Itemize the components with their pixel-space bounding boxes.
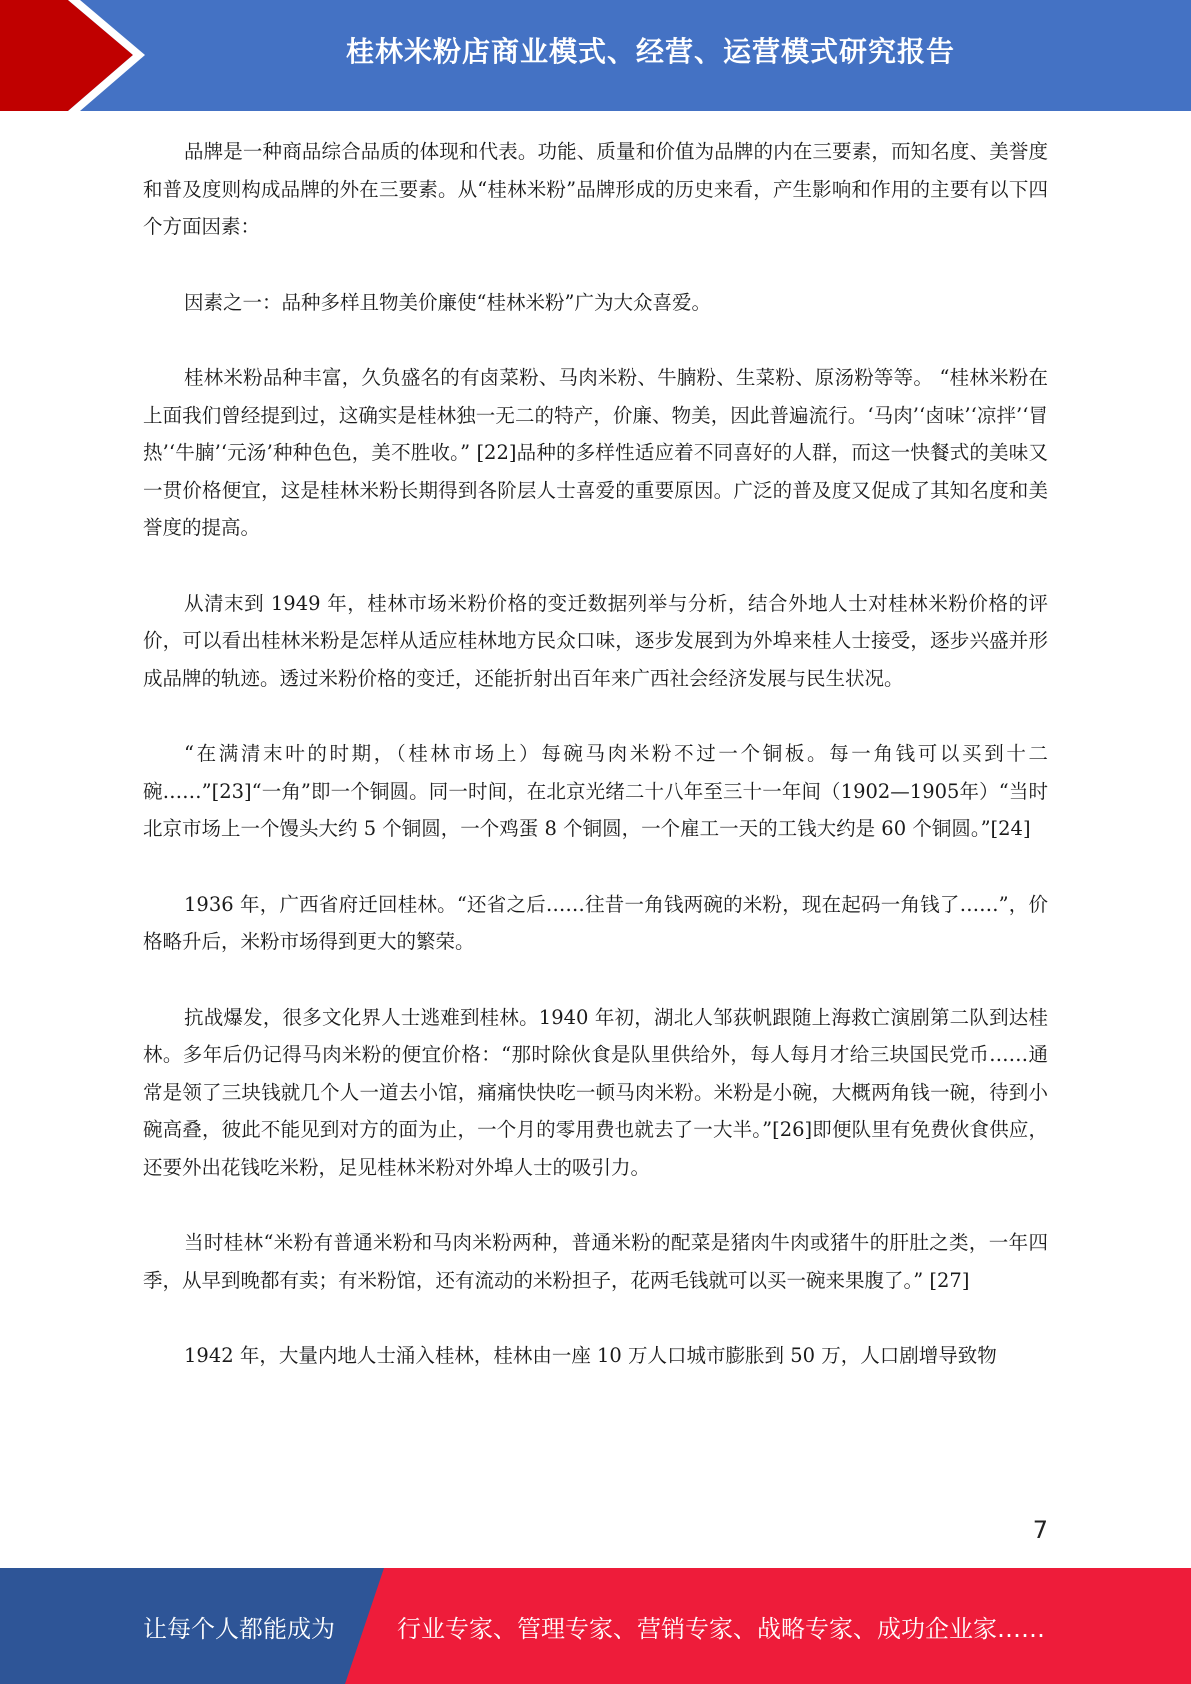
paragraph: 品牌是一种商品综合品质的体现和代表。功能、质量和价值为品牌的内在三要素，而知名度、美誉度和普及度则构成品牌的外在三要素。从“桂林米粉”品牌形成的历史来看，产生影响和作用的主要有以下四个方面因素： [143,140,1048,238]
paragraph: “在满清末叶的时期，（桂林市场上）每碗马肉米粉不过一个铜板。每一角钱可以买到十二碗……”[23]“一角”即一个铜圆。同一时间，在北京光绪二十八年至三十一年间（1902—1905年）“当时北京市场上一个馒头大约 5 个铜圆，一个鸡蛋 8 个铜圆，一个雇工一天的工钱大约是 60 个铜圆。”[24] [143,742,1048,840]
footer-slogan-right: 行业专家、管理专家、营销专家、战略专家、成功企业家…… [397,1614,1045,1643]
page-footer [0,1568,1191,1684]
paragraph: 1942 年，大量内地人士涌入桂林，桂林由一座 10 万人口城市膨胀到 50 万，人口剧增导致物 [184,1344,997,1367]
paragraph: 抗战爆发，很多文化界人士逃难到桂林。1940 年初，湖北人邹荻帆跟随上海救亡演剧第二队到达桂林。多年后仍记得马肉米粉的便宜价格：“那时除伙食是队里供给外，每人每月才给三块国民党币……通常是领了三块钱就几个人一道去小馆，痛痛快快吃一顿马肉米粉。米粉是小碗，大概两角钱一碗，待到小碗高叠，彼此不能见到对方的面为止，一个月的零用费也就去了一大半。”[26]即便队里有免费伙食供应，还要外出花钱吃米粉，足见桂林米粉对外埠人士的吸引力。 [143,1005,1048,1179]
paragraph: 因素之一：品种多样且物美价廉使“桂林米粉”广为大众喜爱。 [184,290,711,314]
paragraph: 从清末到 1949 年，桂林市场米粉价格的变迁数据列举与分析，结合外地人士对桂林米粉价格的评价，可以看出桂林米粉是怎样从适应桂林地方民众口味，逐步发展到为外埠来桂人士接受，逐步兴盛并形成品牌的轨迹。透过米粉价格的变迁，还能折射出百年来广西社会经济发展与民生状况。 [143,591,1048,690]
page-header [0,0,1191,111]
body-text [143,133,1048,1413]
paragraph: 当时桂林“米粉有普通米粉和马肉米粉两种，普通米粉的配菜是猪肉牛肉或猪牛的肝肚之类，一年四季，从早到晚都有卖；有米粉馆，还有流动的米粉担子，花两毛钱就可以买一碗来果腹了。” [27] [143,1231,1048,1292]
document-title: 桂林米粉店商业模式、经营、运营模式研究报告 [345,35,955,68]
footer-slogan-left: 让每个人都能成为 [143,1614,335,1643]
paragraph: 1936 年，广西省府迁回桂林。“还省之后……往昔一角钱两碗的米粉，现在起码一角钱了……”，价格略升后，米粉市场得到更大的繁荣。 [143,892,1048,953]
page-number: 7 [1032,1516,1048,1544]
paragraph: 桂林米粉品种丰富，久负盛名的有卤菜粉、马肉米粉、牛腩粉、生菜粉、原汤粉等等。 “桂林米粉在上面我们曾经提到过，这确实是桂林独一无二的特产，价廉、物美，因此普遍流行。‘马肉’‘卤味’‘凉拌’‘冒热’‘牛腩’‘元汤’种种色色，美不胜收。” [22]品种的多样性适应着不同喜好的人群，而这一快餐式的美味又一贯价格便宜，这是桂林米粉长期得到各阶层人士喜爱的重要原因。广泛的普及度又促成了其知名度和美誉度的提高。 [143,366,1048,539]
header-arrow-decoration [0,0,160,111]
